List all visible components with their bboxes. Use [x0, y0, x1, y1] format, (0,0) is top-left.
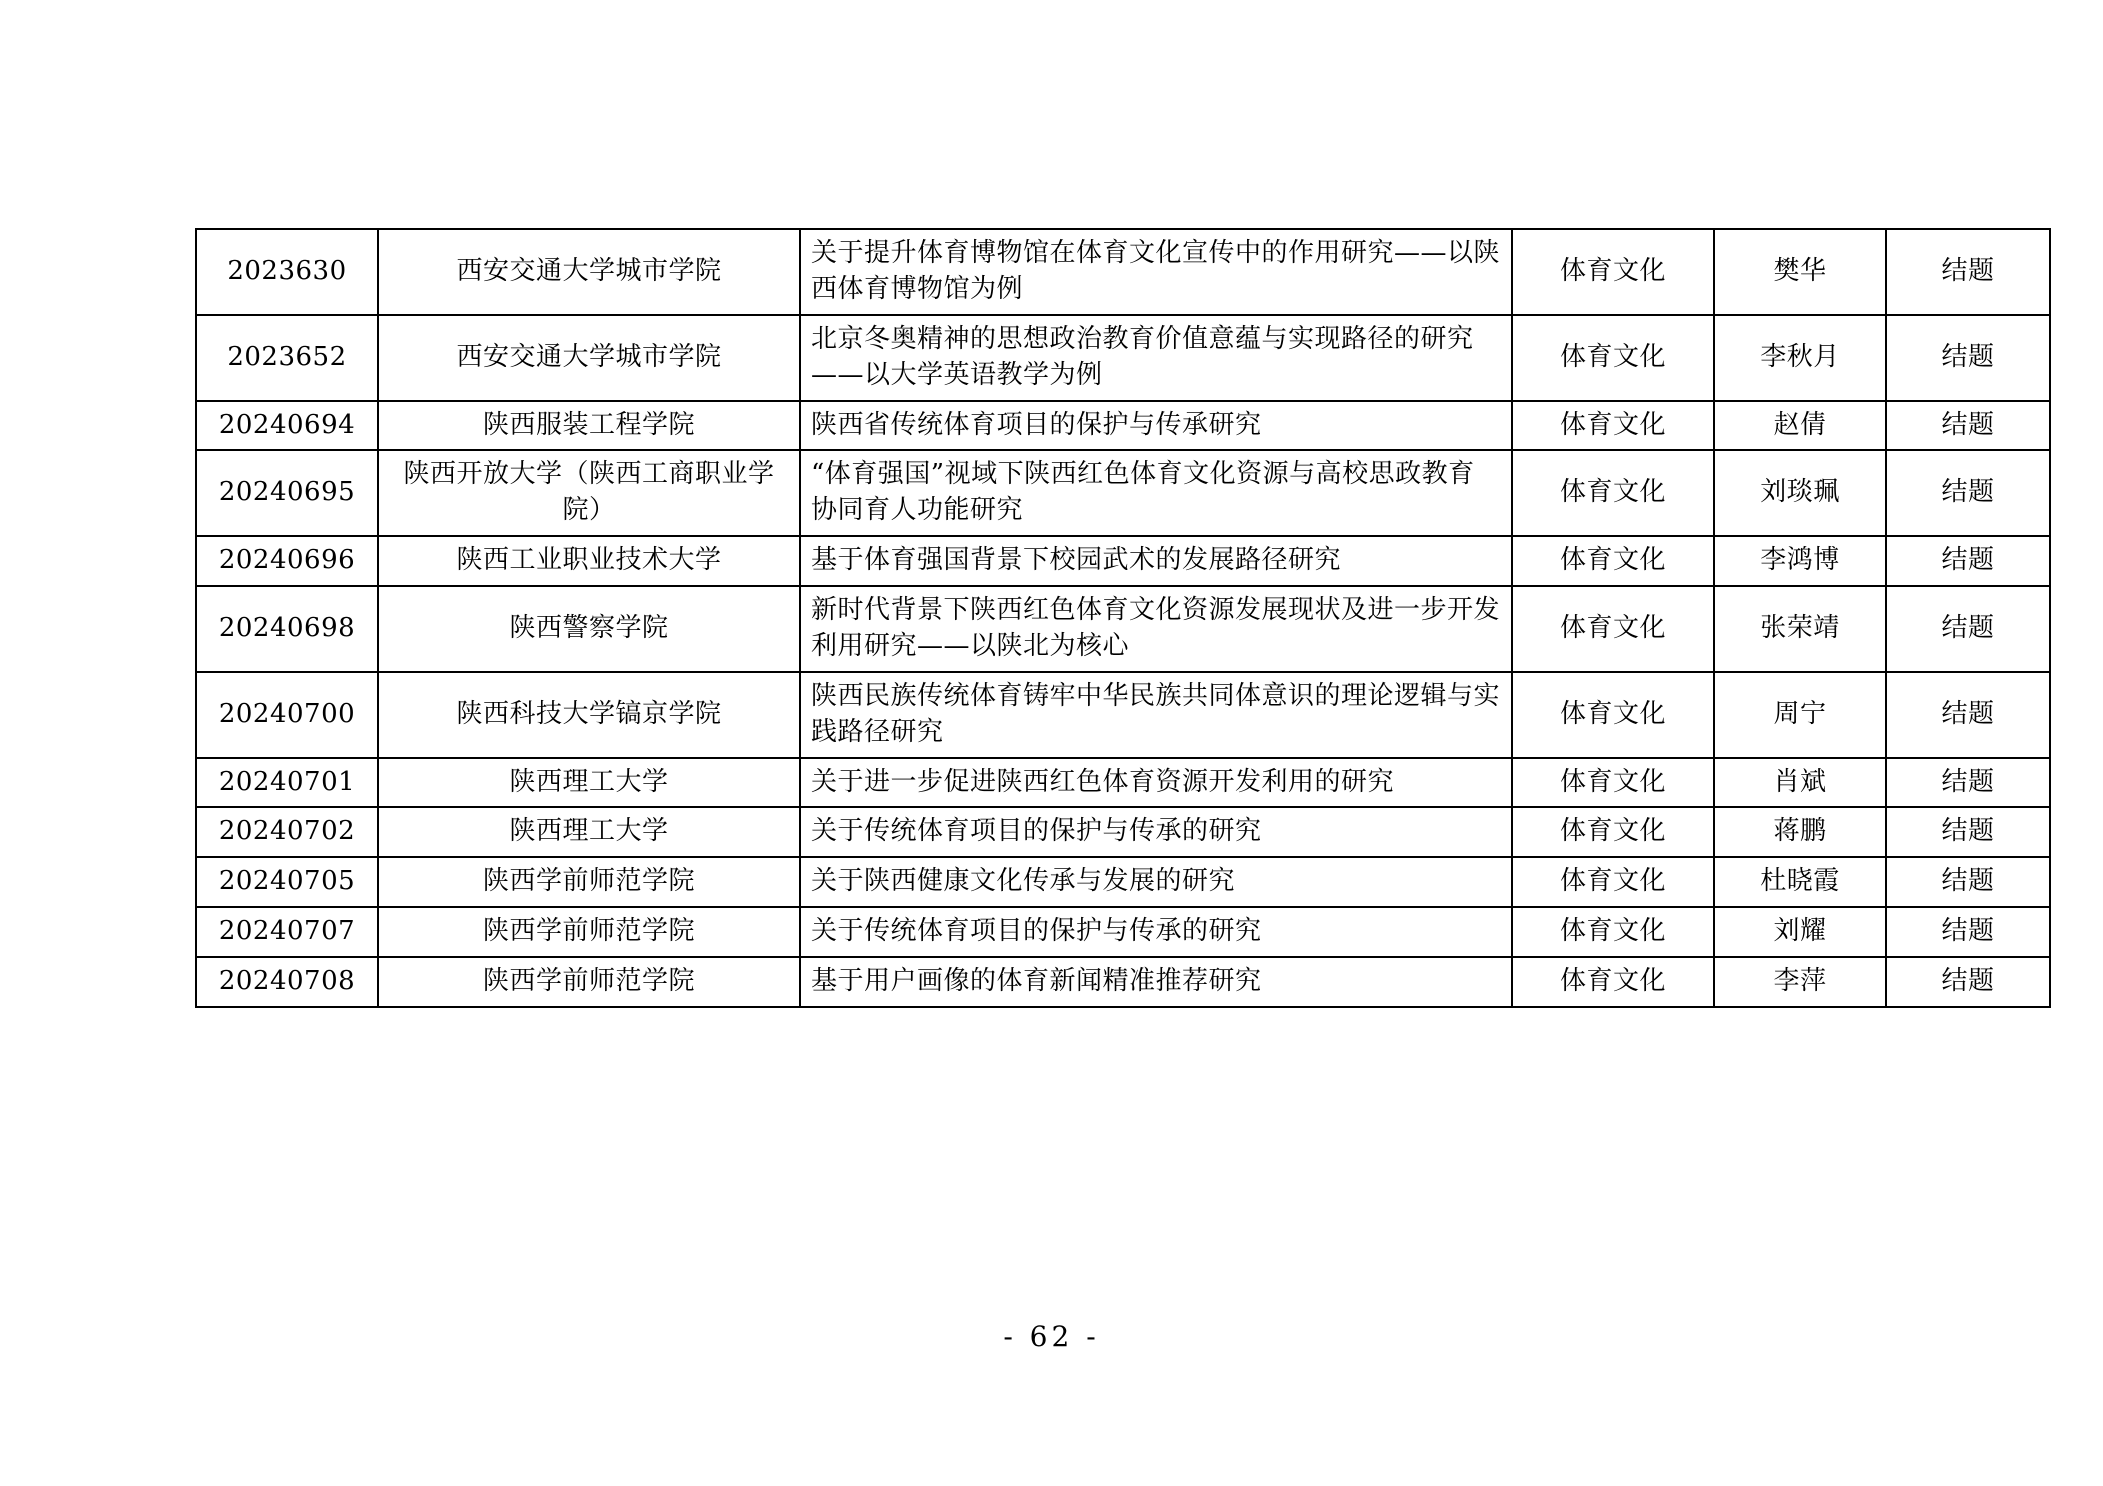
cell-organization: 陕西工业职业技术大学	[378, 536, 800, 586]
cell-status: 结题	[1886, 450, 2050, 536]
page-number: - 62 -	[1003, 1320, 1100, 1353]
table-row	[196, 957, 2050, 1007]
cell-title: 北京冬奥精神的思想政治教育价值意蕴与实现路径的研究——以大学英语教学为例	[800, 315, 1512, 401]
cell-title: 关于传统体育项目的保护与传承的研究	[800, 907, 1512, 957]
cell-person: 刘琰珮	[1714, 450, 1886, 536]
cell-status: 结题	[1886, 315, 2050, 401]
cell-person: 蒋鹏	[1714, 807, 1886, 857]
cell-status: 结题	[1886, 229, 2050, 315]
cell-title: 关于陕西健康文化传承与发展的研究	[800, 857, 1512, 907]
table-row	[196, 586, 2050, 672]
cell-code: 20240701	[196, 758, 378, 808]
cell-code: 20240696	[196, 536, 378, 586]
table-row	[196, 315, 2050, 401]
table-row	[196, 536, 2050, 586]
cell-status: 结题	[1886, 807, 2050, 857]
cell-organization: 陕西服装工程学院	[378, 401, 800, 451]
table-row	[196, 401, 2050, 451]
cell-title: 关于传统体育项目的保护与传承的研究	[800, 807, 1512, 857]
cell-title: 陕西民族传统体育铸牢中华民族共同体意识的理论逻辑与实践路径研究	[800, 672, 1512, 758]
cell-person: 张荣靖	[1714, 586, 1886, 672]
cell-category: 体育文化	[1512, 450, 1714, 536]
table-row	[196, 857, 2050, 907]
cell-organization: 陕西开放大学（陕西工商职业学院）	[378, 450, 800, 536]
cell-category: 体育文化	[1512, 401, 1714, 451]
cell-organization: 西安交通大学城市学院	[378, 229, 800, 315]
cell-person: 赵倩	[1714, 401, 1886, 451]
cell-title: “体育强国”视域下陕西红色体育文化资源与高校思政教育协同育人功能研究	[800, 450, 1512, 536]
cell-status: 结题	[1886, 758, 2050, 808]
table-row	[196, 907, 2050, 957]
cell-status: 结题	[1886, 907, 2050, 957]
cell-person: 李鸿博	[1714, 536, 1886, 586]
cell-organization: 陕西学前师范学院	[378, 907, 800, 957]
cell-status: 结题	[1886, 672, 2050, 758]
cell-person: 李秋月	[1714, 315, 1886, 401]
cell-category: 体育文化	[1512, 229, 1714, 315]
cell-organization: 陕西科技大学镐京学院	[378, 672, 800, 758]
cell-category: 体育文化	[1512, 586, 1714, 672]
cell-organization: 陕西理工大学	[378, 758, 800, 808]
cell-category: 体育文化	[1512, 536, 1714, 586]
cell-title: 新时代背景下陕西红色体育文化资源发展现状及进一步开发利用研究——以陕北为核心	[800, 586, 1512, 672]
table-row	[196, 229, 2050, 315]
cell-status: 结题	[1886, 957, 2050, 1007]
cell-title: 关于提升体育博物馆在体育文化宣传中的作用研究——以陕西体育博物馆为例	[800, 229, 1512, 315]
cell-title: 关于进一步促进陕西红色体育资源开发利用的研究	[800, 758, 1512, 808]
cell-code: 20240707	[196, 907, 378, 957]
cell-code: 20240700	[196, 672, 378, 758]
cell-category: 体育文化	[1512, 957, 1714, 1007]
cell-category: 体育文化	[1512, 857, 1714, 907]
cell-category: 体育文化	[1512, 315, 1714, 401]
table-row	[196, 450, 2050, 536]
cell-organization: 陕西学前师范学院	[378, 857, 800, 907]
cell-category: 体育文化	[1512, 672, 1714, 758]
cell-status: 结题	[1886, 536, 2050, 586]
cell-category: 体育文化	[1512, 807, 1714, 857]
table-row	[196, 807, 2050, 857]
cell-code: 2023652	[196, 315, 378, 401]
cell-organization: 陕西学前师范学院	[378, 957, 800, 1007]
cell-person: 周宁	[1714, 672, 1886, 758]
cell-person: 肖斌	[1714, 758, 1886, 808]
cell-category: 体育文化	[1512, 758, 1714, 808]
table-row	[196, 672, 2050, 758]
cell-title: 基于体育强国背景下校园武术的发展路径研究	[800, 536, 1512, 586]
cell-title: 基于用户画像的体育新闻精准推荐研究	[800, 957, 1512, 1007]
cell-status: 结题	[1886, 586, 2050, 672]
cell-code: 20240702	[196, 807, 378, 857]
project-table-container	[195, 228, 1995, 1008]
cell-code: 20240694	[196, 401, 378, 451]
cell-person: 刘耀	[1714, 907, 1886, 957]
cell-category: 体育文化	[1512, 907, 1714, 957]
cell-code: 20240705	[196, 857, 378, 907]
table-body	[196, 229, 2050, 1007]
cell-organization: 西安交通大学城市学院	[378, 315, 800, 401]
cell-code: 2023630	[196, 229, 378, 315]
project-table	[195, 228, 2051, 1008]
cell-organization: 陕西警察学院	[378, 586, 800, 672]
cell-code: 20240708	[196, 957, 378, 1007]
cell-organization: 陕西理工大学	[378, 807, 800, 857]
table-row	[196, 758, 2050, 808]
cell-code: 20240695	[196, 450, 378, 536]
cell-code: 20240698	[196, 586, 378, 672]
cell-status: 结题	[1886, 401, 2050, 451]
cell-person: 樊华	[1714, 229, 1886, 315]
cell-person: 李萍	[1714, 957, 1886, 1007]
cell-status: 结题	[1886, 857, 2050, 907]
cell-title: 陕西省传统体育项目的保护与传承研究	[800, 401, 1512, 451]
cell-person: 杜晓霞	[1714, 857, 1886, 907]
